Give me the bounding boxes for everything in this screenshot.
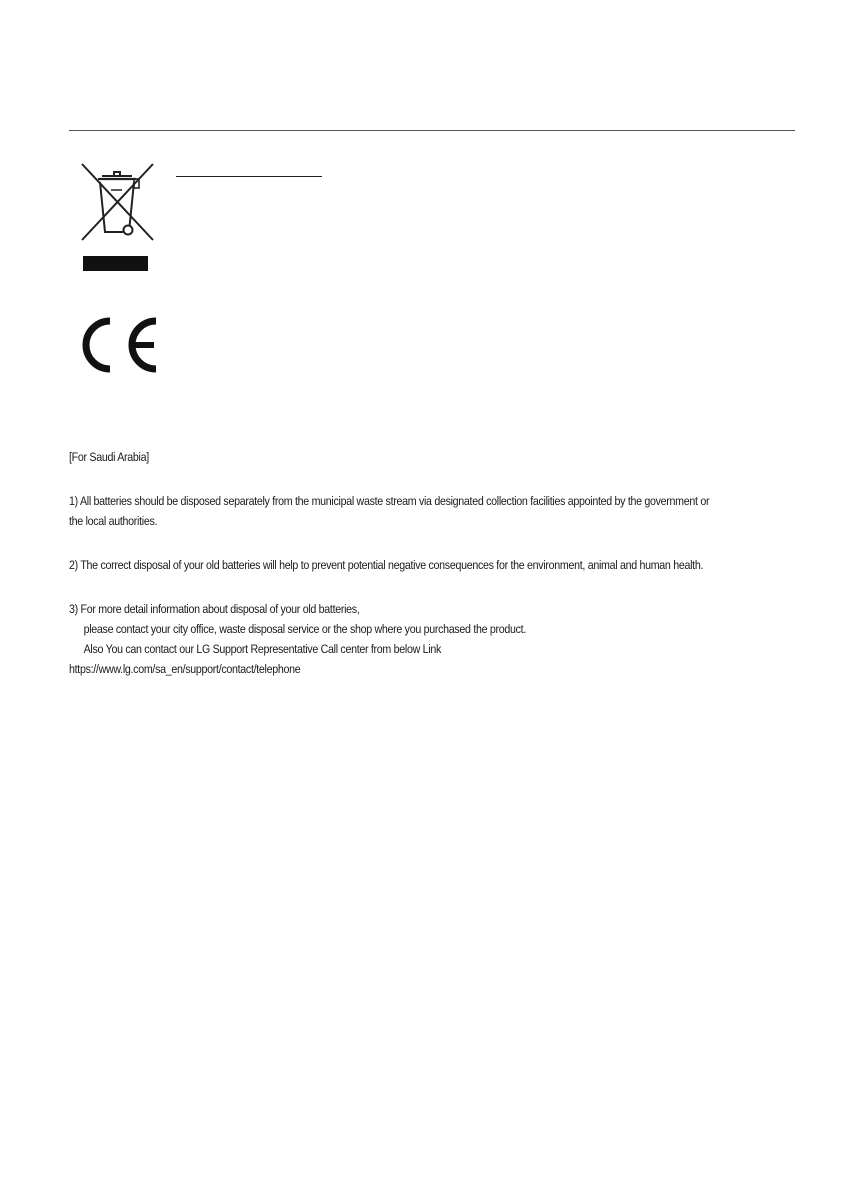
top-divider <box>69 130 795 131</box>
item-1-line-2: the local authorities. <box>69 514 158 528</box>
ce-mark-icon <box>80 316 160 374</box>
battery-disposal-section <box>69 447 799 679</box>
support-link[interactable]: https://www.lg.com/sa_en/support/contact/telephone <box>69 662 301 676</box>
crossed-out-wheelie-bin-icon <box>80 162 156 272</box>
blank-underline <box>176 176 322 177</box>
item-3-line-1: 3) For more detail information about disposal of your old batteries, <box>69 602 360 616</box>
item-3-line-3: Also You can contact our LG Support Representative Call center from below Link <box>83 642 442 656</box>
section-heading: [For Saudi Arabia] <box>69 450 149 464</box>
item-3-line-2: please contact your city office, waste disposal service or the shop where you purchased the product. <box>83 622 527 636</box>
item-1-line-1: 1) All batteries should be disposed separately from the municipal waste stream via designated collection facilities appointed by the government or <box>69 494 710 508</box>
item-2: 2) The correct disposal of your old batteries will help to prevent potential negative consequences for the environment, animal and human health. <box>69 558 704 572</box>
